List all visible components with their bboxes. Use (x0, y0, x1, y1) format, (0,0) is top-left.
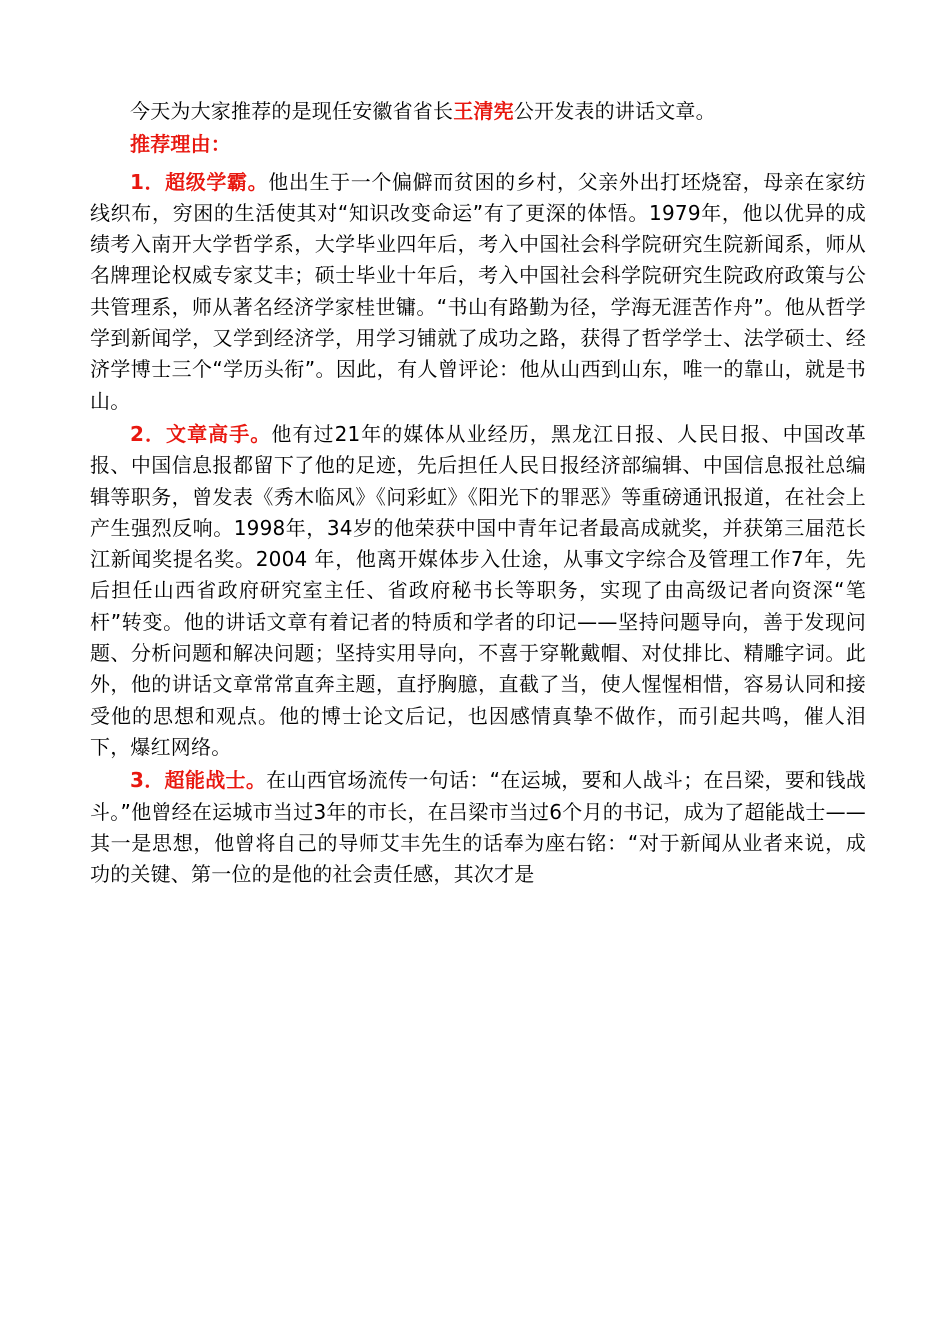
section-1-paragraph (90, 167, 866, 417)
reason-heading: 推荐理由： (130, 132, 231, 157)
governor-name: 王清宪 (453, 99, 514, 123)
intro-text-before: 今天为大家推荐的是现任安徽省省长 (130, 99, 454, 123)
section-3-heading: 3．超能战士。 (130, 768, 267, 793)
section-2-paragraph (90, 419, 866, 763)
section-3-paragraph (90, 765, 866, 890)
reason-heading-paragraph (90, 129, 866, 160)
section-1-heading: 1．超级学霸。 (130, 169, 269, 194)
intro-text-after: 公开发表的讲话文章。 (513, 99, 716, 123)
document-page (90, 96, 866, 890)
section-2-body: 他有过21年的媒体从业经历，黑龙江日报、人民日报、中国改革报、中国信息报都留下了他的足迹，先后担任人民日报经济部编辑、中国信息报社总编辑等职务，曾发表《秀木临风》《问彩虹》《阳光下的罪恶》等重磅通讯报道，在社会上产生强烈反响。1998年，34岁的他荣获中国中青年记者最高成就奖，并获第三届范长江新闻奖提名奖。2004 年，他离开媒体步入仕途，从事文字综合及管理工作7年，先后担任山西省政府研究室主任、省政府秘书长等职务，实现了由高级记者向资深“笔杆”转变。他的讲话文章有着记者的特质和学者的印记——坚持问题导向，善于发现问题、分析问题和解决问题；坚持实用导向，不喜于穿靴戴帽、对仗排比、精雕字词。此外，他的讲话文章常常直奔主题，直抒胸臆，直截了当，使人惺惺相惜，容易认同和接受他的思想和观点。他的博士论文后记，也因感情真挚不做作，而引起共鸣，催人泪下，爆红网络。 (90, 421, 866, 759)
section-1-body: 他出生于一个偏僻而贫困的乡村，父亲外出打坯烧窑，母亲在家纺线织布，穷困的生活使其对“知识改变命运”有了更深的体悟。1979年，他以优异的成绩考入南开大学哲学系，大学毕业四年后，考入中国社会科学院研究生院新闻系，师从名牌理论权威专家艾丰；硕士毕业十年后，考入中国社会科学院研究生院政府政策与公共管理系，师从著名经济学家桂世镛。“书山有路勤为径，学海无涯苦作舟”。他从哲学学到新闻学，又学到经济学，用学习铺就了成功之路，获得了哲学学士、法学硕士、经济学博士三个“学历头衔”。因此，有人曾评论：他从山西到山东，唯一的靠山，就是书山。 (90, 169, 866, 413)
section-3-body: 在山西官场流传一句话：“在运城，要和人战斗；在吕梁，要和钱战斗。”他曾经在运城市当过3年的市长，在吕梁市当过6个月的书记，成为了超能战士——其一是思想，他曾将自己的导师艾丰先生的话奉为座右铭：“对于新闻从业者来说，成功的关键、第一位的是他的社会责任感，其次才是 (90, 768, 866, 887)
intro-paragraph (90, 96, 866, 127)
section-2-heading: 2．文章高手。 (130, 421, 272, 446)
